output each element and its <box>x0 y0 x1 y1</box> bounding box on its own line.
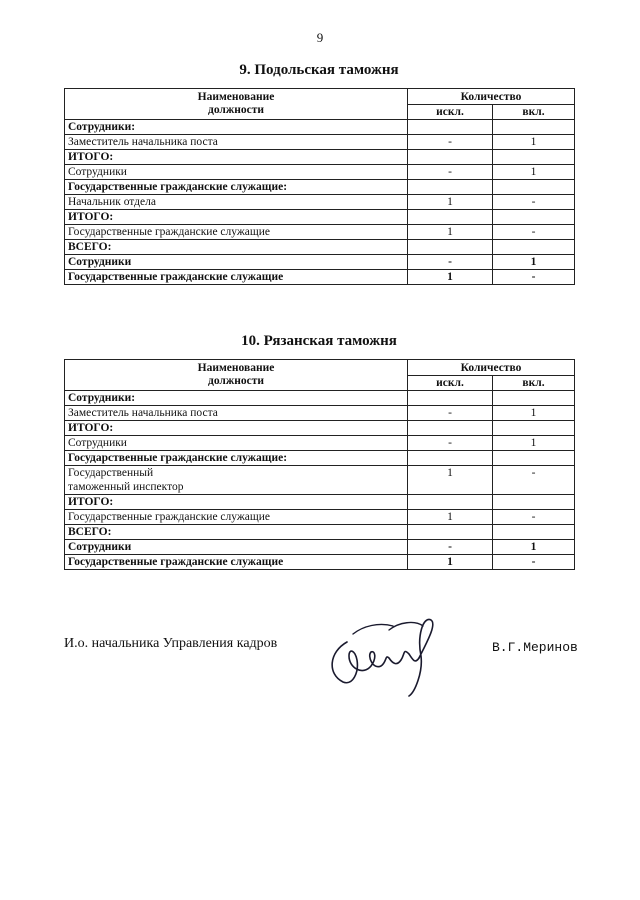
row-incl <box>493 525 575 540</box>
row-excl <box>408 421 493 436</box>
row-name: ИТОГО: <box>65 150 408 165</box>
row-excl <box>408 120 493 135</box>
table-row <box>65 436 575 451</box>
column-header-incl: вкл. <box>493 105 575 120</box>
table-row <box>65 270 575 285</box>
row-excl <box>408 180 493 195</box>
row-incl: 1 <box>493 406 575 421</box>
row-excl: 1 <box>408 555 493 570</box>
row-excl <box>408 525 493 540</box>
table-row <box>65 406 575 421</box>
row-excl <box>408 150 493 165</box>
row-name: Государственные гражданские служащие: <box>65 180 408 195</box>
row-incl: 1 <box>493 135 575 150</box>
table-row <box>65 510 575 525</box>
column-header-excl: искл. <box>408 105 493 120</box>
section-title: 9. Подольская таможня <box>239 62 399 78</box>
row-incl: - <box>493 270 575 285</box>
row-name: Заместитель начальника поста <box>65 135 408 150</box>
table-row <box>65 525 575 540</box>
table-row <box>65 210 575 225</box>
staff-table <box>64 359 575 570</box>
column-header-position <box>65 89 408 120</box>
row-name: Начальник отдела <box>65 195 408 210</box>
row-incl <box>493 240 575 255</box>
row-name: ВСЕГО: <box>65 525 408 540</box>
row-name: Государственные гражданские служащие <box>65 510 408 525</box>
row-incl <box>493 421 575 436</box>
table-row <box>65 451 575 466</box>
row-name: ВСЕГО: <box>65 240 408 255</box>
row-excl: - <box>408 436 493 451</box>
table-row <box>65 225 575 240</box>
row-excl: 1 <box>408 466 493 495</box>
row-incl: - <box>493 195 575 210</box>
row-excl <box>408 240 493 255</box>
table-row <box>65 391 575 406</box>
row-name: Государственные гражданские служащие: <box>65 451 408 466</box>
row-incl: - <box>493 225 575 240</box>
row-incl: - <box>493 466 575 495</box>
row-name: Сотрудники: <box>65 391 408 406</box>
row-name: ИТОГО: <box>65 210 408 225</box>
section-podolsk <box>64 62 574 285</box>
row-incl: - <box>493 555 575 570</box>
staff-table <box>64 88 575 285</box>
table-row <box>65 180 575 195</box>
signatory-position: И.о. начальника Управления кадров <box>64 636 278 651</box>
table-row <box>65 150 575 165</box>
row-excl: 1 <box>408 195 493 210</box>
row-incl: 1 <box>493 255 575 270</box>
section-ryazan <box>64 333 574 570</box>
column-header-quantity: Количество <box>408 360 575 376</box>
table-row <box>65 555 575 570</box>
row-excl <box>408 495 493 510</box>
row-name: Государственные гражданские служащие <box>65 225 408 240</box>
row-name: Сотрудники <box>65 255 408 270</box>
row-name: ИТОГО: <box>65 495 408 510</box>
column-header-position <box>65 360 408 391</box>
table-row <box>65 421 575 436</box>
table-row <box>65 255 575 270</box>
row-name: Государственные гражданские служащие <box>65 555 408 570</box>
row-name <box>65 466 408 495</box>
page-number: 9 <box>316 30 324 45</box>
row-excl <box>408 451 493 466</box>
row-name: Сотрудники <box>65 165 408 180</box>
row-incl <box>493 150 575 165</box>
row-excl: - <box>408 540 493 555</box>
table-row <box>65 165 575 180</box>
row-excl: - <box>408 165 493 180</box>
row-incl <box>493 120 575 135</box>
row-incl: - <box>493 510 575 525</box>
header-name-line2: должности <box>208 375 264 387</box>
row-incl <box>493 180 575 195</box>
column-header-excl: искл. <box>408 376 493 391</box>
row-excl: - <box>408 135 493 150</box>
row-incl <box>493 451 575 466</box>
handwritten-signature <box>319 612 459 702</box>
table-row <box>65 195 575 210</box>
row-excl: - <box>408 255 493 270</box>
section-title: 10. Рязанская таможня <box>241 333 397 349</box>
row-excl: 1 <box>408 225 493 240</box>
table-row <box>65 495 575 510</box>
row-name: ИТОГО: <box>65 421 408 436</box>
row-name-line2: таможенный инспектор <box>68 481 184 493</box>
row-name: Сотрудники: <box>65 120 408 135</box>
row-name: Заместитель начальника поста <box>65 406 408 421</box>
row-name: Государственные гражданские служащие <box>65 270 408 285</box>
row-incl <box>493 391 575 406</box>
signatory-name: В.Г.Меринов <box>492 640 578 655</box>
row-incl: 1 <box>493 540 575 555</box>
row-excl: 1 <box>408 270 493 285</box>
table-row <box>65 540 575 555</box>
row-incl <box>493 495 575 510</box>
table-row <box>65 135 575 150</box>
row-incl: 1 <box>493 165 575 180</box>
row-excl <box>408 210 493 225</box>
row-incl <box>493 210 575 225</box>
row-name: Сотрудники <box>65 436 408 451</box>
header-name-line2: должности <box>208 104 264 116</box>
row-incl: 1 <box>493 436 575 451</box>
row-excl: - <box>408 406 493 421</box>
column-header-quantity: Количество <box>408 89 575 105</box>
signature-block <box>64 632 584 702</box>
row-name-line1: Государственный <box>68 467 154 479</box>
row-name: Сотрудники <box>65 540 408 555</box>
table-row <box>65 120 575 135</box>
row-excl <box>408 391 493 406</box>
header-name-line1: Наименование <box>197 91 275 103</box>
table-row <box>65 466 575 495</box>
header-name-line1: Наименование <box>197 362 275 374</box>
table-row <box>65 240 575 255</box>
row-excl: 1 <box>408 510 493 525</box>
column-header-incl: вкл. <box>493 376 575 391</box>
